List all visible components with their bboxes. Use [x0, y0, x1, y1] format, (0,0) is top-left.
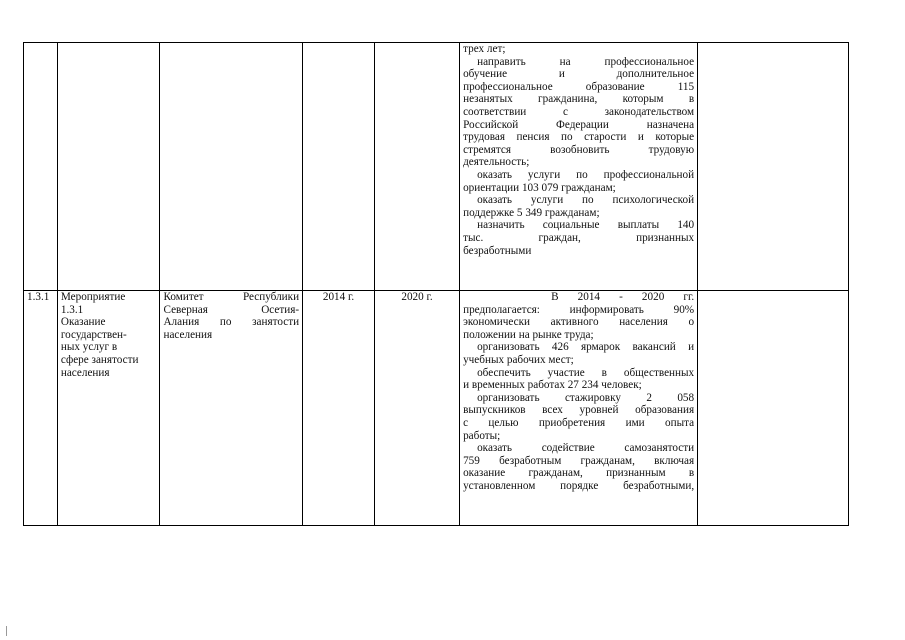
result-line: назначить социальные выплаты 140 — [477, 219, 695, 232]
result-line: тыс. граждан, признанных — [463, 231, 695, 244]
start-year-cell — [303, 43, 375, 291]
result-line: экономически активного населения о — [463, 316, 695, 329]
start-year: 2014 г. — [322, 291, 355, 303]
result-line: обеспечить участие в общественных — [477, 366, 695, 379]
result-line: организовать стажировку 2 058 — [477, 391, 695, 404]
result-line: 759 безработным гражданам, включая — [463, 454, 695, 467]
expected-result-cell — [460, 291, 698, 526]
executor-cell — [160, 291, 303, 526]
executor-line: Комитет Республики — [163, 291, 300, 303]
result-line: безработными — [463, 244, 532, 257]
result-line: положении на рынке труда; — [463, 328, 594, 341]
result-line: трех лет; — [463, 43, 506, 55]
result-line: соответствии с законодательством — [463, 105, 695, 118]
result-line: стремятся возобновить трудовую — [463, 143, 695, 156]
event-line: Мероприятие — [60, 291, 126, 303]
event-line: государствен- — [60, 328, 127, 341]
result-line: оказать услуги по психологической — [477, 194, 695, 207]
end-year-cell — [374, 291, 459, 526]
result-line: работы; — [463, 429, 501, 442]
end-year: 2020 г. — [401, 291, 433, 303]
event-cell — [57, 43, 160, 291]
result-line: предполагается: информировать 90% — [463, 303, 695, 316]
executor-cell — [160, 43, 303, 291]
result-line: направить на профессиональное — [477, 55, 695, 68]
end-year-cell — [374, 43, 459, 291]
page-edge-mark — [6, 626, 7, 636]
result-line: оказание гражданам, признанным в — [463, 467, 695, 480]
result-line: оказать содействие самозанятости — [477, 442, 695, 455]
result-line: профессиональное образование 115 — [463, 80, 695, 93]
result-line: незанятых гражданина, которым в — [463, 93, 695, 106]
row-number: 1.3.1 — [27, 291, 50, 303]
row-number-cell — [24, 291, 58, 526]
table-row — [24, 43, 849, 291]
note-cell — [698, 291, 849, 526]
result-line: деятельность; — [463, 156, 530, 169]
result-line: учебных рабочих мест; — [463, 353, 574, 366]
result-line: оказать услуги по профессиональной — [477, 168, 695, 181]
result-line: В 2014 - 2020 гг. — [551, 291, 695, 303]
event-line: населения — [60, 366, 110, 379]
expected-result-cell — [460, 43, 698, 291]
event-line: Оказание — [60, 316, 106, 329]
result-line: организовать 426 ярмарок вакансий и — [477, 341, 695, 354]
executor-line: Алания по занятости — [163, 316, 300, 329]
result-line: и временных работах 27 234 человек; — [463, 379, 642, 392]
result-line: ориентации 103 079 гражданам; — [463, 181, 616, 194]
program-table — [23, 42, 849, 526]
table-row — [24, 291, 849, 526]
event-cell — [57, 291, 160, 526]
event-line: сфере занятости — [60, 353, 139, 366]
result-line: с целью приобретения ими опыта — [463, 416, 695, 429]
result-line: выпускников всех уровней образования — [463, 404, 695, 417]
result-line: Российской Федерации назначена — [463, 118, 695, 131]
executor-line: Северная Осетия- — [163, 303, 300, 316]
start-year-cell — [303, 291, 375, 526]
note-cell — [698, 43, 849, 291]
result-line: трудовая пенсия по старости и которые — [463, 131, 695, 144]
row-number-cell — [24, 43, 58, 291]
event-line: ных услуг в — [60, 341, 118, 354]
result-line: поддержке 5 349 гражданам; — [463, 206, 600, 219]
result-line: обучение и дополнительное — [463, 68, 695, 81]
result-line: установленном порядке безработными, — [463, 479, 695, 492]
event-line: 1.3.1 — [60, 303, 84, 316]
executor-line: населения — [163, 328, 213, 341]
